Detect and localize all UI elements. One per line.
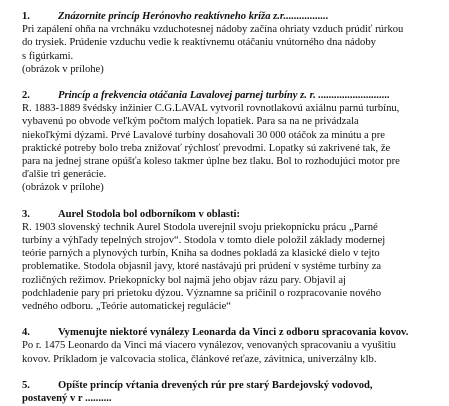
section-3-line: vedného odboru. „Teórie automatickej regulácie“: [22, 301, 231, 313]
section-4-number: 4.: [22, 327, 30, 339]
section-5-title-line2: postavený v r ..........: [22, 393, 112, 405]
section-1-line: do trysiek. Prúdenie vzduchu vedie k reaktívnemu otáčaniu vnútorného dna nádoby: [22, 37, 376, 49]
section-1-number: 1.: [22, 11, 30, 22]
section-4-line: kovov. Príkladom je valcovacia stolica, článkové reťaze, závitnica, univerzálny klb.: [22, 353, 377, 365]
section-3-line: rozličných režimov. Priekopnícky bol najmä jeho objav rázu pary. Objavil aj: [22, 274, 346, 286]
section-2-note: (obrázok v prílohe): [22, 182, 104, 194]
section-3-line: turbíny a výhľady tepelných strojov“. Stodola v tomto diele položil základy modernej: [22, 235, 386, 247]
section-4-heading: [22, 326, 431, 339]
section-1-title: Znázornite princíp Herónovho reaktívneho kríža z.r.................: [58, 11, 329, 22]
section-2-title: Princíp a frekvencia otáčania Lavalovej parnej turbíny z. r. ...........................: [58, 90, 390, 102]
section-3-line: problematike. Stodola objasnil javy, ktoré nastávajú pri prúdení v systéme turbíny za: [22, 261, 382, 273]
section-3-line: podchladenie pary pri prietoku dýzou. Významne sa pričinil o rozpracovanie nového: [22, 287, 381, 299]
section-4-title: Vymenujte niektoré vynálezy Leonarda da Vinci z odboru spracovania kovov.: [58, 327, 409, 339]
section-2-heading: [22, 89, 431, 102]
section-2-line: praktické potreby bolo treba znižovať rýchlosť prevodmi. Lopatky sú zakrivené tak, že: [22, 142, 391, 154]
section-2-line: R. 1883-1889 švédsky inžinier C.G.LAVAL vytvoril rovnotlakovú axiálnu parnú turbínu,: [22, 103, 400, 115]
section-2: [22, 89, 431, 195]
section-5-title: Opíšte princíp vŕtania drevených rúr pre starý Bardejovský vodovod,: [58, 379, 373, 391]
section-2-line: niekoľkými dýzami. Prvé Lavalové turbíny dosahovali 30 000 otáčok za minútu a pre: [22, 129, 385, 141]
section-5-number: 5.: [22, 379, 30, 391]
section-5-heading-cont: [22, 392, 431, 405]
section-2-line: vybavenú po obvode veľkým počtom malých lopatiek. Para sa na ne privádzala: [22, 116, 359, 128]
section-2-line: ďalšie tri generácie.: [22, 169, 107, 181]
section-1-note: (obrázok v prílohe): [22, 63, 104, 75]
section-3: [22, 208, 431, 314]
section-3-title: Aurel Stodola bol odborníkom v oblasti:: [58, 208, 240, 220]
section-5: [22, 379, 431, 405]
section-4: [22, 326, 431, 366]
section-2-number: 2.: [22, 90, 30, 102]
section-3-line: R. 1903 slovenský technik Aurel Stodola uverejnil svoju priekopnícku prácu „Parné: [22, 221, 378, 233]
section-3-line: teórie parných a plynových turbín, Kniha sa dodnes pokladá za klasické dielo v tejto: [22, 248, 380, 260]
section-1-line: s figúrkami.: [22, 50, 74, 62]
section-1-heading: [22, 10, 431, 23]
section-4-line: Po r. 1475 Leonardo da Vinci má viacero vynálezov, venovaných spracovaniu a vyušitiu: [22, 340, 396, 352]
section-3-heading: [22, 208, 431, 221]
section-1-line: Pri zapálení ohňa na vrchnáku vzduchotesnej nádoby začína ohriaty vzduch prúdiť rúrkou: [22, 24, 404, 36]
section-1: [22, 10, 431, 76]
section-3-number: 3.: [22, 208, 30, 220]
section-2-line: para na jednej strane opúšťa koleso takmer úplne bez tlaku. Bol to rozhodujúci motor pre: [22, 156, 400, 168]
section-5-heading: [22, 379, 431, 392]
